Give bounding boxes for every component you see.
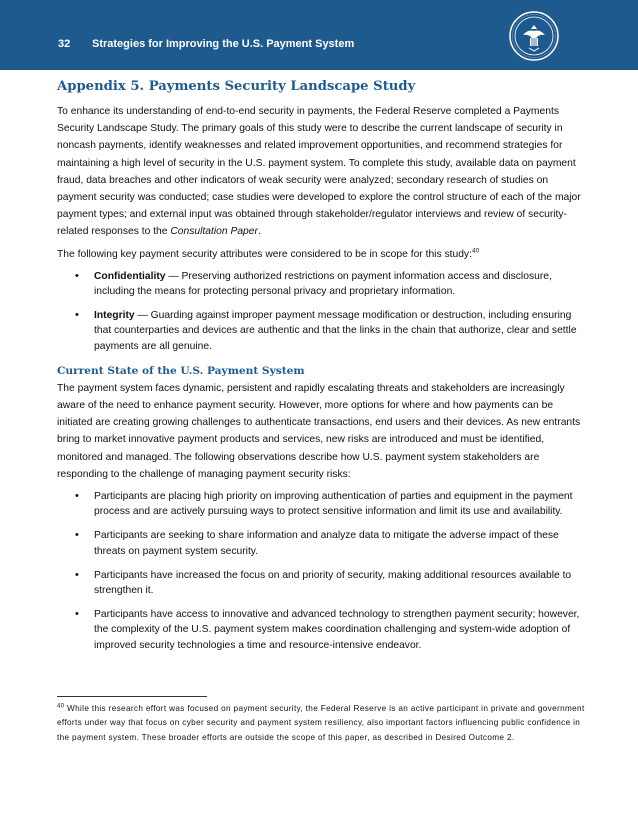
list-item bbox=[57, 308, 583, 354]
list-item: • Participants are placing high priority on improving authentication of parties and equipment in the payment process and are actively pursuing ways to protect sensitive information and limit its use and availability. bbox=[57, 489, 583, 519]
observations-list bbox=[57, 489, 583, 653]
running-title: Strategies for Improving the U.S. Payment System bbox=[92, 38, 355, 50]
current-state-paragraph: The payment system faces dynamic, persistent and rapidly escalating threats and stakeholders are increasingly aware of the need to enhance payment security. However, more options for where and how payments can be initiated are creating growing challenges to authenticate transactions, end users and their devices. As new entrants bring to market innovative payment products and services, new risks are introduced and must be identified, monitored and managed. The following observations describe how U.S. payment system stakeholders are responding to the challenge of managing payment security risks: bbox=[57, 382, 581, 480]
attributes-lead bbox=[57, 246, 583, 263]
footnote-number: 40 bbox=[57, 703, 65, 710]
page-header bbox=[0, 0, 638, 70]
intro-paragraph-text: To enhance its understanding of end-to-end security in payments, the Federal Reserve completed a Payments Security Landscape Study. The primary goals of this study were to describe the current landscape of security in noncash payments, identify weaknesses and related improvement opportunities, and recommend strategies for maintaining a high level of security in the U.S. payment system. To complete this study, available data on payment fraud, data breaches and other indicators of weak security were analyzed; secondary research of studies on payment security was conducted; case studies were developed to explore the control structure of each of the major payment types; and external input was obtained through stakeholder/regulator interviews and review of security-related responses to the bbox=[57, 106, 581, 238]
intro-paragraph-end: . bbox=[257, 226, 261, 238]
attribute-term: Confidentiality bbox=[94, 270, 166, 282]
attribute-description: — Preserving authorized restrictions on payment information access and disclosure, including the means for protecting personal privacy and proprietary information. bbox=[94, 270, 552, 298]
footnote bbox=[57, 702, 587, 745]
footnote-reference: 40 bbox=[471, 247, 480, 255]
footnote-divider bbox=[57, 696, 207, 697]
section-heading: Current State of the U.S. Payment System bbox=[57, 364, 305, 377]
main-content bbox=[57, 78, 583, 662]
attributes-lead-text: The following key payment security attributes were considered to be in scope for this study: bbox=[57, 248, 472, 260]
list-item: • Participants are seeking to share information and analyze data to mitigate the adverse impact of these threats on payment system security. bbox=[57, 528, 583, 558]
list-item: • Participants have access to innovative and advanced technology to strengthen payment security; however, the complexity of the U.S. payment system makes coordination challenging and system-wide adoption of improved security technologies a time and resource-intensive endeavor. bbox=[57, 607, 583, 653]
footnote-text: While this research effort was focused on payment security, the Federal Reserve is an active participant in private and government efforts under way that focus on cyber security and payment system resiliency, also important factors influencing public confidence in the payment system. These broader efforts are outside the scope of this paper, as described in Desired Outcome 2. bbox=[57, 704, 585, 742]
security-attributes-list bbox=[57, 269, 583, 354]
page-number: 32 bbox=[58, 38, 71, 50]
appendix-title: Appendix 5. Payments Security Landscape Study bbox=[57, 79, 416, 94]
list-item bbox=[57, 269, 583, 299]
list-item: • Participants have increased the focus on and priority of security, making additional resources available to strengthen it. bbox=[57, 568, 583, 598]
attribute-term: Integrity bbox=[94, 310, 135, 322]
federal-reserve-seal-icon bbox=[509, 11, 559, 61]
consultation-paper-reference: Consultation Paper bbox=[170, 226, 258, 238]
attribute-description: — Guarding against improper payment message modification or destruction, including ensuring that counterparties and devices are authentic and that the links in the chain that authorize, clear and settle payments are all genuine. bbox=[94, 310, 577, 352]
intro-paragraph bbox=[57, 103, 583, 241]
